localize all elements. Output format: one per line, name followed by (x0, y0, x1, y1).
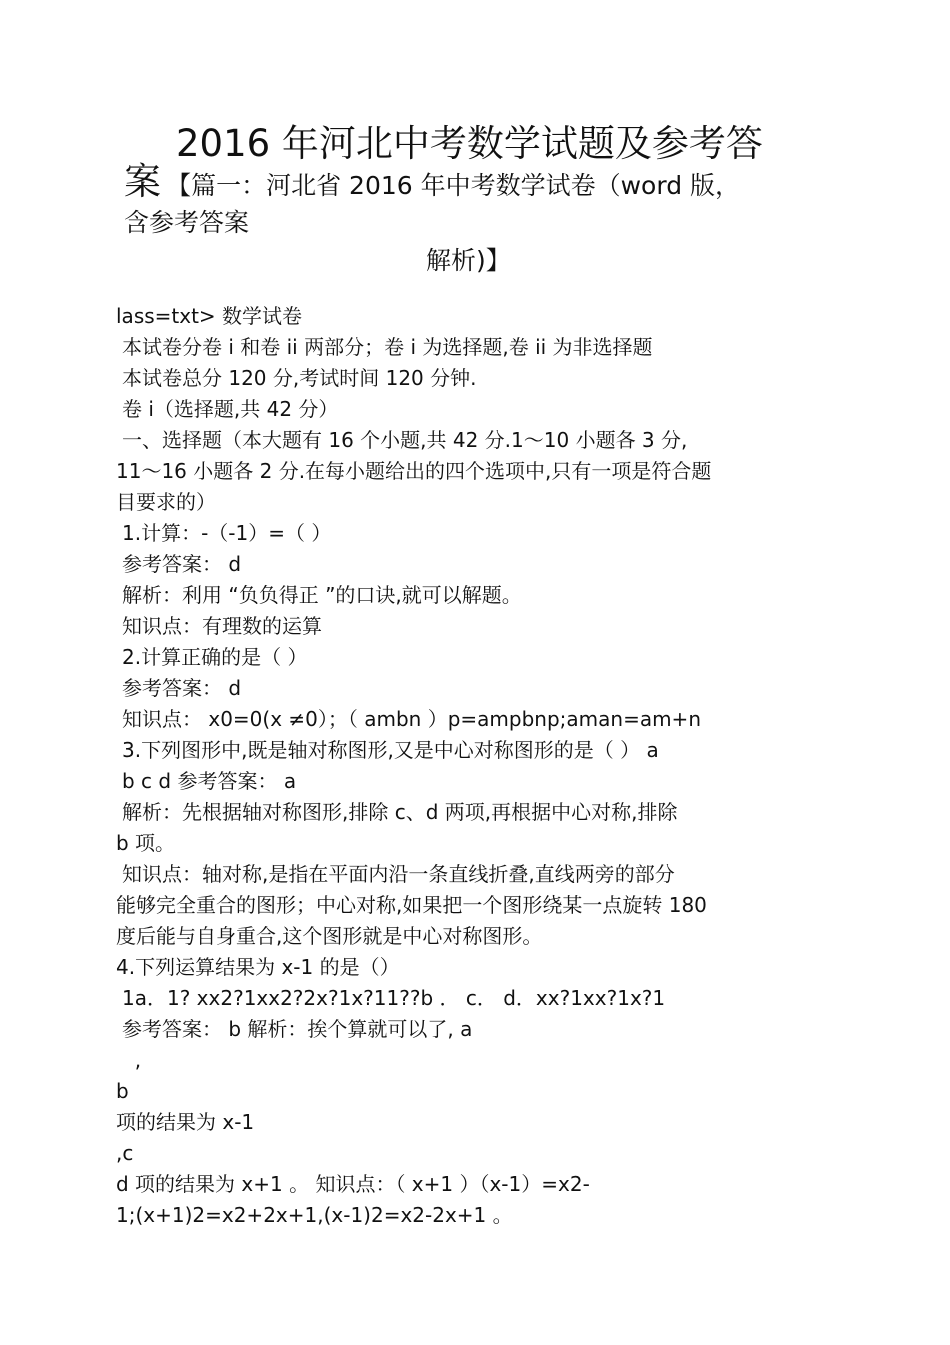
subtitle-part1: 【篇一：河北省 2016 年中考数学试卷（word 版， (166, 171, 741, 200)
body-line: 1;(x+1)2=x2+2x+1,(x-1)2=x2-2x+1 。 (116, 1203, 513, 1227)
body-line: 2.计算正确的是（ ） (122, 645, 308, 669)
body-line: 1a．1? xx2?1xx2?2x?1x?11??b ． c． d．xx?1xx?1x?1 (122, 986, 666, 1010)
body-line: 参考答案： b 解析：挨个算就可以了, a (122, 1017, 473, 1041)
body-line: 知识点： x0=0(x ≠0）；（ ambn ）p=ampbnp;aman=am+n (122, 707, 701, 731)
body-line: 解析：利用 “负负得正 ”的口诀,就可以解题。 (122, 583, 522, 607)
body-line: b (116, 1079, 129, 1103)
document-title: 2016 年河北中考数学试题及参考答 (176, 122, 763, 165)
body-line: 4.下列运算结果为 x-1 的是（） (116, 955, 400, 979)
title-last-char: 案 (124, 160, 161, 203)
body-line: 一、选择题（本大题有 16 个小题,共 42 分.1～10 小题各 3 分, (122, 428, 688, 452)
body-line: b c d 参考答案： a (122, 769, 297, 793)
body-line: 3.下列图形中,既是轴对称图形,又是中心对称图形的是（ ） a (122, 738, 659, 762)
body-line: 本试卷分卷 i 和卷 ii 两部分；卷 i 为选择题,卷 ii 为非选择题 (122, 335, 653, 359)
document-body (116, 301, 836, 1231)
body-line: 1.计算：-（-1）=（ ） (122, 521, 332, 545)
body-line: ,c (116, 1141, 134, 1165)
body-line: 参考答案： d (122, 552, 242, 576)
body-line: , (122, 1048, 142, 1072)
subtitle-part2: 含参考答案 (124, 208, 250, 237)
body-line: 知识点：轴对称,是指在平面内沿一条直线折叠,直线两旁的部分 (122, 862, 675, 886)
body-line: 本试卷总分 120 分,考试时间 120 分钟. (122, 366, 477, 390)
body-line: 度后能与自身重合,这个图形就是中心对称图形。 (116, 924, 543, 948)
body-line: 项的结果为 x-1 (116, 1110, 255, 1134)
body-line: d 项的结果为 x+1 。 知识点：（ x+1 ）（x-1）=x2- (116, 1172, 590, 1196)
body-line: lass=txt> 数学试卷 (116, 304, 303, 328)
body-line: b 项。 (116, 831, 176, 855)
body-line: 目要求的） (116, 490, 216, 514)
body-line: 11～16 小题各 2 分.在每小题给出的四个选项中,只有一项是符合题 (116, 459, 712, 483)
body-line: 参考答案： d (122, 676, 242, 700)
body-line: 能够完全重合的图形；中心对称,如果把一个图形绕某一点旋转 180 (116, 893, 707, 917)
body-line: 解析：先根据轴对称图形,排除 c、d 两项,再根据中心对称,排除 (122, 800, 678, 824)
subtitle-part3: 解析)】 (426, 246, 511, 275)
document-title-continued (124, 158, 740, 213)
body-line: 知识点：有理数的运算 (122, 614, 322, 638)
body-line: 卷 i（选择题,共 42 分） (122, 397, 339, 421)
